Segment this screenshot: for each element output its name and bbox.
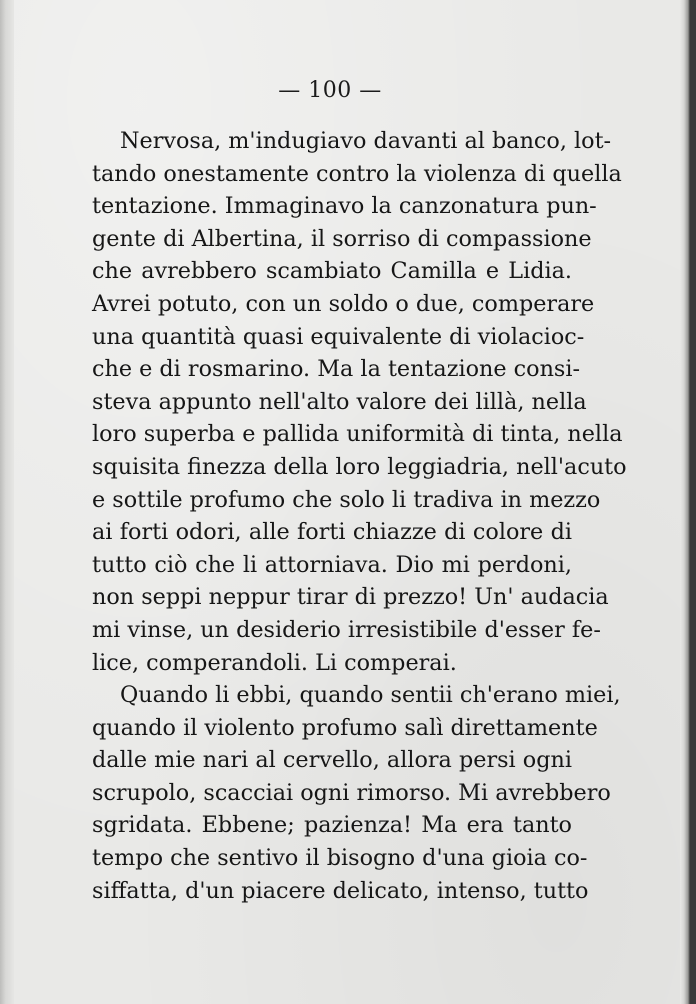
text-line: dalle mie nari al cervello, allora persi ogni [92,747,572,774]
text-line: tutto ciò che li attorniava. Dio mi perdoni, [92,551,572,578]
text-line: quando il violento profumo salì direttamente [92,714,598,741]
text-line: tempo che sentivo il bisogno d'una gioia co- [92,845,588,872]
text-line: loro superba e pallida uniformità di tinta, nella [92,421,623,448]
text-line: sgridata. Ebbene; pazienza! Ma era tanto [92,812,572,839]
page-number: — 100 — [278,78,382,103]
text-line: gente di Albertina, il sorriso di compassione [92,225,592,252]
text-line: Avrei potuto, con un soldo o due, comperare [92,290,595,317]
text-line: steva appunto nell'alto valore dei lillà, nella [92,388,587,415]
page-edge-shadow [680,0,696,1004]
page-gutter-shadow [0,0,14,1004]
text-line: una quantità quasi equivalente di violacioc- [92,323,585,350]
text-line: che e di rosmarino. Ma la tentazione consi- [92,356,581,383]
text-line: tando onestamente contro la violenza di quella [92,160,622,187]
text-line: e sottile profumo che solo li tradiva in mezzo [92,486,601,513]
text-line: lice, comperandoli. Li comperai. [92,649,457,676]
text-line: non seppi neppur tirar di prezzo! Un' audacia [92,584,609,611]
text-line: tentazione. Immaginavo la canzonatura pun- [92,193,597,220]
text-line: Nervosa, m'indugiavo davanti al banco, lot- [120,128,612,154]
text-line: mi vinse, un desiderio irresistibile d'esser fe- [92,616,601,643]
text-line: ai forti odori, alle forti chiazze di colore di [92,519,572,546]
text-line: scrupolo, scacciai ogni rimorso. Mi avrebbero [92,779,611,806]
text-line: squisita finezza della loro leggiadria, nell'acuto [92,453,627,480]
text-line: siffatta, d'un piacere delicato, intenso, tutto [92,877,589,904]
body-text [92,125,627,907]
text-line: Quando li ebbi, quando sentii ch'erano miei, [120,682,621,709]
text-line: che avrebbero scambiato Camilla e Lidia. [92,258,572,285]
